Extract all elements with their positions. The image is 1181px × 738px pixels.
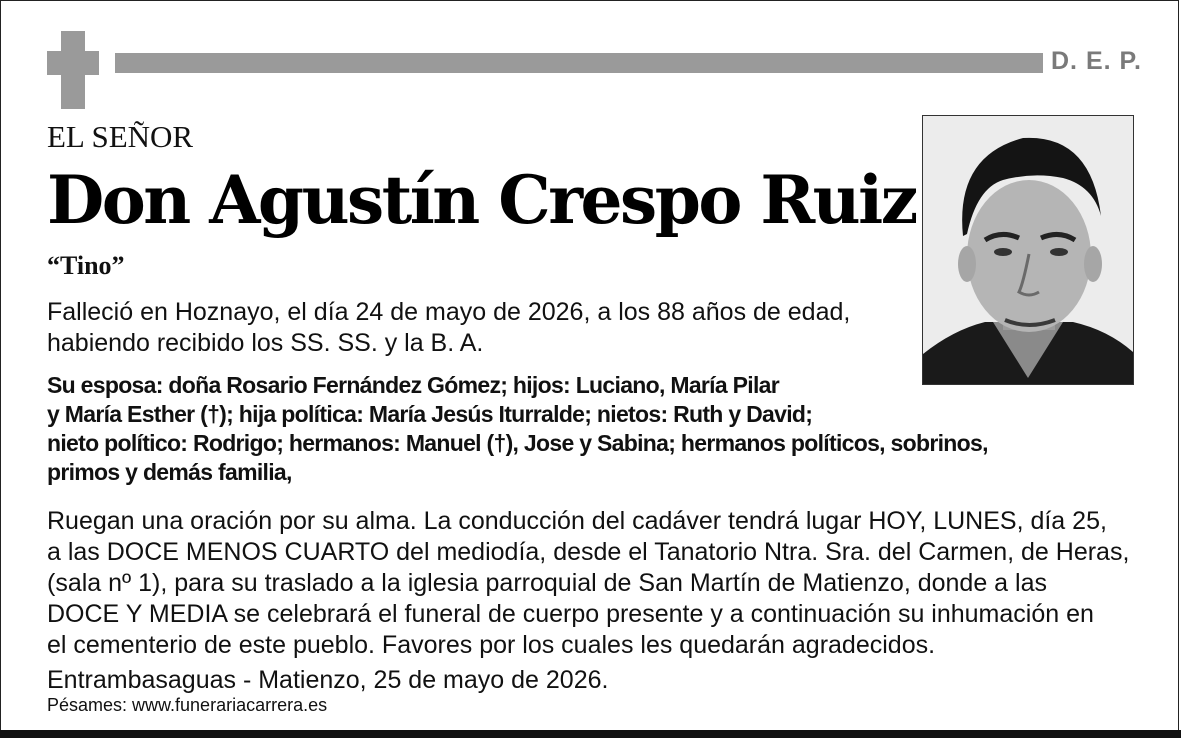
funeral-line: a las DOCE MENOS CUARTO del mediodía, desde el Tanatorio Ntra. Sra. del Carmen, de Heras,: [47, 538, 1130, 566]
death-line: Falleció en Hoznayo, el día 24 de mayo de 2026, a los 88 años de edad,: [47, 298, 851, 326]
portrait-image: [923, 116, 1133, 384]
funeral-details: [47, 506, 1129, 661]
funeral-line: (sala nº 1), para su traslado a la iglesia parroquial de San Martín de Matienzo, donde a las: [47, 569, 1047, 597]
family-line: nieto político: Rodrigo; hermanos: Manuel (†), Jose y Sabina; hermanos políticos, sobrinos,: [47, 430, 988, 456]
nickname: “Tino”: [47, 251, 125, 280]
honorific: EL SEÑOR: [47, 119, 194, 154]
portrait-photo: [922, 115, 1134, 385]
family-line: primos y demás familia,: [47, 459, 292, 485]
header-rule: [115, 53, 1043, 73]
death-line: habiendo recibido los SS. SS. y la B. A.: [47, 329, 484, 357]
bottom-border: [0, 730, 1181, 738]
cross-icon-arm: [47, 51, 99, 75]
funeral-line: DOCE Y MEDIA se celebrará el funeral de cuerpo presente y a continuación su inhumación en: [47, 600, 1094, 628]
deceased-name: Don Agustín Crespo Ruiz: [47, 161, 916, 239]
family-list: [47, 371, 988, 487]
dep-label: D. E. P.: [1051, 47, 1142, 75]
family-line: y María Esther (†); hija política: María Jesús Iturralde; nietos: Ruth y David;: [47, 401, 813, 427]
death-notice: [47, 297, 850, 359]
funeral-line: Ruegan una oración por su alma. La conducción del cadáver tendrá lugar HOY, LUNES, día 25,: [47, 507, 1107, 535]
place-date: Entrambasaguas - Matienzo, 25 de mayo de 2026.: [47, 666, 609, 694]
funeral-line: el cementerio de este pueblo. Favores por los cuales les quedarán agradecidos.: [47, 631, 936, 659]
family-line: Su esposa: doña Rosario Fernández Gómez; hijos: Luciano, María Pilar: [47, 372, 779, 398]
condolences-link: Pésames: www.funerariacarrera.es: [47, 695, 328, 715]
